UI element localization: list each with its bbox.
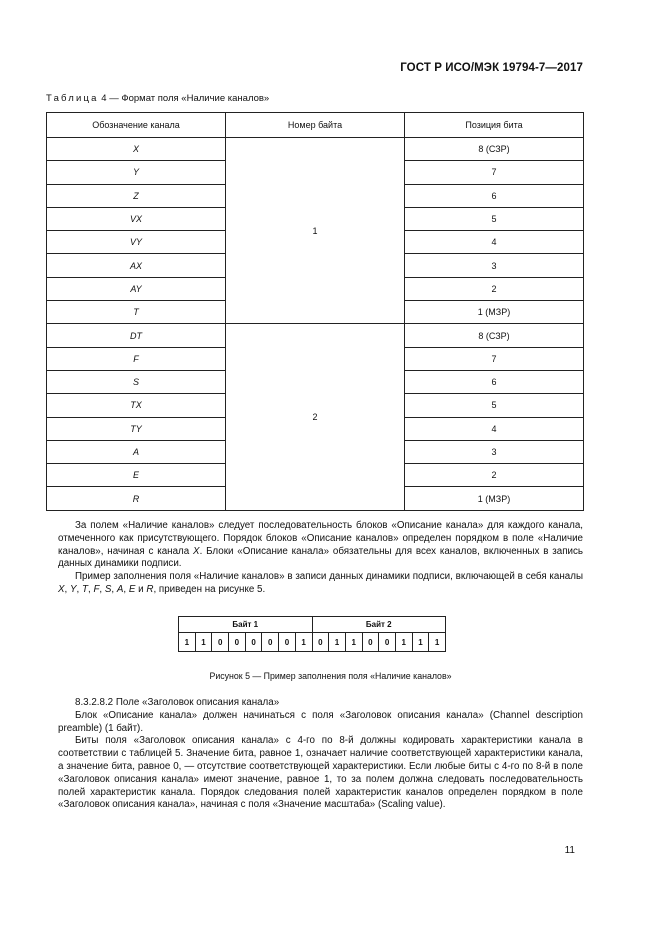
bit-position-cell: 1 (МЗР) [405,301,584,324]
body-text-block-1 [58,520,583,597]
bit-position-cell: 5 [405,207,584,230]
channel-symbol: R [146,583,154,595]
channel-cell: R [47,487,226,510]
bit-cell: 0 [312,633,329,652]
bit-cell: 0 [229,633,246,652]
channel-cell: F [47,347,226,370]
bit-position-cell: 3 [405,440,584,463]
channel-symbol: A [116,583,124,595]
bit-cell: 1 [329,633,346,652]
bit-cell: 0 [379,633,396,652]
page-number: 11 [564,845,575,856]
bit-cell: 0 [245,633,262,652]
channel-symbol: S [104,583,112,595]
bit-cell: 1 [412,633,429,652]
bit-cell: 1 [429,633,446,652]
channel-cell: VX [47,207,226,230]
channel-cell: X [47,138,226,161]
column-header-byte: Номер байта [226,113,405,138]
channel-symbol: Y [70,583,77,595]
bit-example-figure [178,616,446,652]
bit-cell: 1 [195,633,212,652]
bit-position-cell: 5 [405,394,584,417]
paragraph-text: , приведен на рисунке 5. [153,583,266,595]
channel-cell: E [47,464,226,487]
bit-position-cell: 2 [405,464,584,487]
document-header: ГОСТ Р ИСО/МЭК 19794-7—2017 [400,62,583,74]
channel-symbol: F [93,583,100,595]
paragraph-preamble: Блок «Описание канала» должен начинаться с поля «Заголовок описания канала» (Channel description preamble) (1 байт). [58,709,583,734]
channel-cell: T [47,301,226,324]
channel-cell: S [47,370,226,393]
bit-cell: 1 [295,633,312,652]
bit-position-cell: 6 [405,184,584,207]
bit-cell: 1 [395,633,412,652]
bit-position-cell: 4 [405,417,584,440]
channel-symbol: T [82,583,88,595]
channel-cell: TX [47,394,226,417]
table-caption-number: 4 [101,93,107,104]
bit-cell: 0 [362,633,379,652]
column-header-channel: Обозначение канала [47,113,226,138]
section-title: Поле «Заголовок описания канала» [115,697,280,708]
bit-position-cell: 3 [405,254,584,277]
bit-value-row [179,633,446,652]
channel-cell: Z [47,184,226,207]
column-header-bit: Позиция бита [405,113,584,138]
section-heading [58,697,583,710]
channel-symbol: E [128,583,136,595]
table-row [47,138,584,161]
bit-cell: 0 [212,633,229,652]
bit-cell: 0 [279,633,296,652]
table-caption-title: — Формат поля «Наличие каналов» [109,93,270,104]
paragraph-bits: Биты поля «Заголовок описания канала» с 4-го по 8-й должны кодировать характеристики канала в соответствии с таблицей 5. Значение бита, равное 1, означает наличие соответствующей характеристики канала, а значение бита, равное 0, — отсутствие соответствующей характеристики. Если любые биты с 4-го по 8-й в поле «Заголовок описания канала» имеют значение, равное 1, то за полем должна следовать последовательность полей характеристик канала. Порядок следования полей характеристик каналов определен порядком в поле «Заголовок описания канала», начиная с поля «Значение масштаба» (Scaling value). [58,735,583,811]
bit-position-cell: 6 [405,370,584,393]
channel-symbol: X [193,545,200,557]
figure-caption: Рисунок 5 — Пример заполнения поля «Наличие каналов» [209,671,452,681]
channel-symbol: X [58,583,65,595]
bit-position-cell: 7 [405,347,584,370]
channel-cell: AY [47,277,226,300]
channel-cell: TY [47,417,226,440]
table-header-row [47,113,584,138]
paragraph-example: Пример заполнения поля «Наличие каналов» в записи данных динамики подписи, включающей в себя каналы X, Y, T, F, S, A, E и R, приведен на рисунке 5. [58,571,583,595]
body-text-block-2 [58,697,583,812]
channel-cell: DT [47,324,226,347]
table-caption [46,93,269,104]
byte-1-label: Байт 1 [179,617,313,633]
bit-position-cell: 8 (СЗР) [405,138,584,161]
paragraph-channel-order [58,520,583,571]
byte-number-cell: 1 [226,138,405,324]
conjunction: и [138,583,144,595]
bit-cell: 0 [262,633,279,652]
bit-position-cell: 8 (СЗР) [405,324,584,347]
bit-cell: 1 [345,633,362,652]
bit-cell: 1 [179,633,196,652]
bit-position-cell: 4 [405,231,584,254]
paragraph-text: Пример заполнения поля «Наличие каналов» в записи данных динамики подписи, включающей в себя каналы [75,571,583,583]
channel-cell: Y [47,161,226,184]
paragraph-text: . Блоки «Описание канала» обязательны для всех каналов, включенных в запись данных динамики подписи. [58,545,584,570]
byte-header-row [179,617,446,633]
bit-position-cell: 1 (МЗР) [405,487,584,510]
section-number: 8.3.2.8.2 [75,697,114,708]
channel-format-table [46,112,584,511]
bit-position-cell: 7 [405,161,584,184]
channel-cell: VY [47,231,226,254]
channel-cell: A [47,440,226,463]
bit-position-cell: 2 [405,277,584,300]
byte-2-label: Байт 2 [312,617,446,633]
paragraph-text: За полем «Наличие каналов» следует последовательность блоков «Описание канала» для каждого канала, отмеченного как присутствующего. Порядок блоков «Описание каналов» определен порядком в поле «Наличие каналов», начиная с канала [58,520,583,557]
table-caption-label: Таблица [46,93,99,104]
byte-number-cell: 2 [226,324,405,510]
table-row [47,324,584,347]
channel-cell: AX [47,254,226,277]
